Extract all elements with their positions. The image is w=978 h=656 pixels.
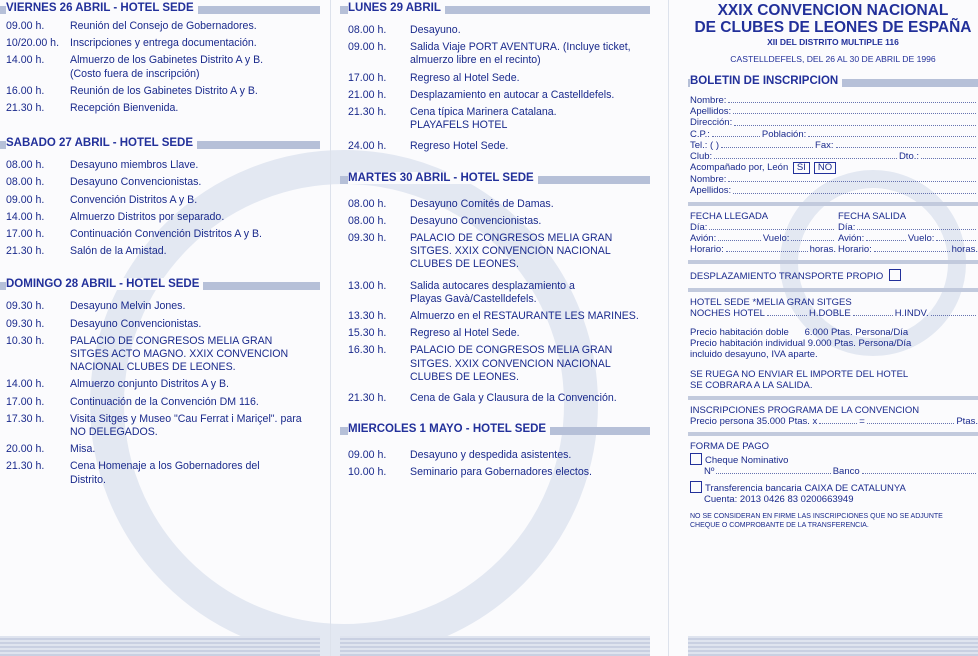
schedule-row: 08.00 h. Desayuno. [348, 24, 461, 36]
schedule-row: 21.30 h. Cena Homenaje a los Gobernadores del Distrito. [6, 460, 260, 486]
salida-dia-field[interactable]: Día: [836, 222, 978, 233]
separator [688, 432, 978, 436]
day-section [340, 421, 650, 479]
schedule-row: 09.30 h. Desayuno Convencionistas. [6, 317, 202, 330]
noches-hotel-field[interactable]: NOCHES HOTEL H.DOBLE H.INDV. [688, 308, 978, 319]
schedule-row: 14.00 h. Almuerzo conjunto Distritos A y B. [6, 378, 229, 391]
schedule-panel-middle [340, 0, 650, 656]
no-option[interactable]: NO [814, 162, 836, 174]
apellidos-acompanante-field[interactable]: Apellidos: [688, 185, 978, 196]
nota-1: NO SE CONSIDERAN EN FIRME LAS INSCRIPCIONES QUE NO SE ADJUNTE [690, 513, 943, 521]
precio-persona-field[interactable]: Precio persona 35.000 Ptas. x = Ptas. [690, 416, 978, 428]
schedule-row: 09.30 h. Desayuno Melvin Jones. [6, 300, 186, 313]
day-header: MIERCOLES 1 MAYO - HOTEL SEDE [340, 421, 650, 437]
schedule-row: 16.00 h. Reunión de los Gabinetes Distrito A y B. [6, 84, 258, 97]
transporte-propio: DESPLAZAMIENTO TRANSPORTE PROPIO [688, 269, 978, 282]
day-header: LUNES 29 ABRIL [340, 0, 650, 16]
bottom-stripe [0, 636, 320, 656]
club-dto-field[interactable]: Club: Dto.: [688, 151, 978, 162]
day-header: DOMINGO 28 ABRIL - HOTEL SEDE [0, 276, 320, 292]
schedule-row: 08.00 h. Desayuno Convencionistas. [6, 176, 202, 189]
schedule-row: 13.30 h. Almuerzo en el RESTAURANTE LES MARINES. [348, 310, 639, 323]
llegada-dia-field[interactable]: Día: [688, 222, 836, 233]
day-section [0, 0, 320, 115]
convention-place-date: CASTELLDEFELS, DEL 26 AL 30 DE ABRIL DE 1996 [730, 54, 936, 64]
salida-avion-field[interactable]: Avión: Vuelo: [836, 233, 978, 244]
day-header: VIERNES 26 ABRIL - HOTEL SEDE [0, 0, 320, 16]
schedule-row: 21.30 h. Salón de la Amistad. [6, 245, 167, 258]
day-header: MARTES 30 ABRIL - HOTEL SEDE [340, 170, 650, 186]
ruega-texto-1: SE RUEGA NO ENVIAR EL IMPORTE DEL HOTEL [690, 368, 909, 380]
transporte-checkbox[interactable] [889, 269, 901, 281]
schedule-row: 09.00 h. Salida Viaje PORT AVENTURA. (Incluye ticket, almuerzo libre en el recinto) [348, 41, 631, 67]
schedule-row: 21.30 h. Cena típica Marinera Catalana. PLAYAFELS HOTEL [348, 106, 557, 132]
schedule-row: 10.00 h. Seminario para Gobernadores electos. [348, 466, 592, 479]
schedule-row: 10.30 h. PALACIO DE CONGRESOS MELIA GRAN SITGES ACTO MAGNO. XXIX CONVENCION NACIONAL CLUBES DE LEONES. [6, 334, 289, 374]
schedule-row: 13.00 h. Salida autocares desplazamiento a Playas Gavà/Castelldefels. [348, 279, 575, 305]
apellidos-field[interactable]: Apellidos: [688, 106, 978, 117]
day-section [340, 0, 650, 154]
schedule-row: 17.00 h. Continuación de la Convención DM 116. [6, 395, 259, 408]
schedule-row: 17.00 h. Continuación Convención Distritos A y B. [6, 228, 262, 241]
transferencia-checkbox[interactable] [690, 481, 702, 493]
bottom-stripe [340, 636, 650, 656]
separator [688, 202, 978, 206]
separator [688, 396, 978, 400]
day-section [0, 135, 320, 258]
llegada-horario-field[interactable]: Horario: horas. [690, 244, 836, 256]
convention-subtitle: XII DEL DISTRITO MULTIPLE 116 [767, 37, 899, 47]
precio-individual: Precio habitación individual 9.000 Ptas. Persona/Día [690, 338, 912, 350]
schedule-row: 24.00 h. Regreso Hotel Sede. [348, 140, 509, 153]
hotel-sede-label: HOTEL SEDE *MELIA GRAN SITGES [690, 296, 852, 308]
schedule-row: 20.00 h. Misa. [6, 443, 96, 456]
schedule-row: 14.00 h. Almuerzo Distritos por separado. [6, 210, 225, 223]
schedule-row: 21.30 h. Cena de Gala y Clausura de la Convención. [348, 392, 617, 405]
travel-dates [688, 211, 978, 256]
form-header: BOLETIN DE INSCRIPCION [688, 73, 978, 89]
acompanado-field: Acompañado por, León SI NO [688, 162, 978, 174]
inscripciones-label: INSCRIPCIONES PROGRAMA DE LA CONVENCION [690, 405, 920, 417]
fecha-llegada-label: FECHA LLEGADA [690, 210, 769, 222]
cheque-checkbox[interactable] [690, 453, 702, 465]
schedule-panel-left [0, 0, 320, 656]
nombre-field[interactable]: Nombre: [688, 95, 978, 106]
cp-poblacion-field[interactable]: C.P.: Población: [688, 129, 978, 140]
precio-nota: incluido desayuno, IVA aparte. [690, 349, 818, 361]
separator [688, 260, 978, 264]
schedule-row: 09.30 h. PALACIO DE CONGRESOS MELIA GRAN SITGES. XXIX CONVENCION NACIONAL CLUBES DE LEONES. [348, 232, 613, 271]
schedule-row: 09.00 h. Convención Distritos A y B. [6, 193, 198, 206]
fold-line-1 [330, 0, 331, 656]
day-section [340, 170, 650, 406]
llegada-avion-field[interactable]: Avión: Vuelo: [688, 233, 836, 244]
precio-doble: Precio habitación doble 6.000 Ptas. Persona/Día [690, 327, 909, 339]
schedule-row: 08.00 h. Desayuno Comités de Damas. [348, 197, 554, 210]
schedule-row: 08.00 h. Desayuno Convencionistas. [348, 214, 542, 227]
direccion-field[interactable]: Dirección: [688, 117, 978, 128]
schedule-row: 08.00 h. Desayuno miembros Llave. [6, 159, 199, 172]
cuenta-text: Cuenta: 2013 0426 83 0200663949 [704, 494, 854, 506]
separator [688, 288, 978, 292]
salida-horario-field[interactable]: Horario: horas. [838, 244, 978, 256]
day-header: SABADO 27 ABRIL - HOTEL SEDE [0, 135, 320, 151]
transferencia-option: Transferencia bancaria CAIXA DE CATALUNYA [688, 481, 978, 494]
convention-title: XXIX CONVENCION NACIONAL DE CLUBES DE LEONES DE ESPAÑA [694, 2, 972, 36]
schedule-row: 17.30 h. Visita Sitges y Museo "Cau Ferrat i Mariçel". para NO DELEGADOS. [6, 412, 302, 439]
schedule-row: 21.30 h. Recepción Bienvenida. [6, 102, 179, 115]
fold-line-2 [668, 0, 669, 656]
nombre-acompanante-field[interactable]: Nombre: [688, 174, 978, 185]
ruega-texto-2: SE COBRARA A LA SALIDA. [690, 379, 813, 391]
registration-form-panel [688, 0, 978, 656]
cheque-numero-field[interactable]: Nº Banco [688, 466, 978, 477]
schedule-row: 10/20.00 h. Inscripciones y entrega documentación. [6, 37, 257, 50]
nota-2: CHEQUE O COMPROBANTE DE LA TRANSFERENCIA. [690, 521, 869, 529]
schedule-row: 15.30 h. Regreso al Hotel Sede. [348, 327, 520, 340]
schedule-row: 16.30 h. PALACIO DE CONGRESOS MELIA GRAN SITGES. XXIX CONVENCION NACIONAL CLUBES DE LEONES. [348, 344, 613, 383]
schedule-row: 17.00 h. Regreso al Hotel Sede. [348, 71, 520, 84]
cheque-option: Cheque Nominativo [688, 453, 978, 466]
schedule-row: 21.00 h. Desplazamiento en autocar a Castelldefels. [348, 88, 615, 101]
bottom-stripe [688, 636, 978, 656]
si-option[interactable]: SI [793, 162, 810, 174]
schedule-row: 14.00 h. Almuerzo de los Gabinetes Distrito A y B. (Costo fuera de inscripción) [6, 54, 264, 80]
schedule-row: 09.00 h. Reunión del Consejo de Gobernadores. [6, 20, 257, 32]
tel-fax-field[interactable]: Tel.: ( ) Fax: [688, 140, 978, 151]
day-section [0, 276, 320, 486]
schedule-row: 09.00 h. Desayuno y despedida asistentes. [348, 449, 572, 462]
fecha-salida-label: FECHA SALIDA [838, 210, 907, 222]
forma-pago-label: FORMA DE PAGO [690, 441, 770, 453]
